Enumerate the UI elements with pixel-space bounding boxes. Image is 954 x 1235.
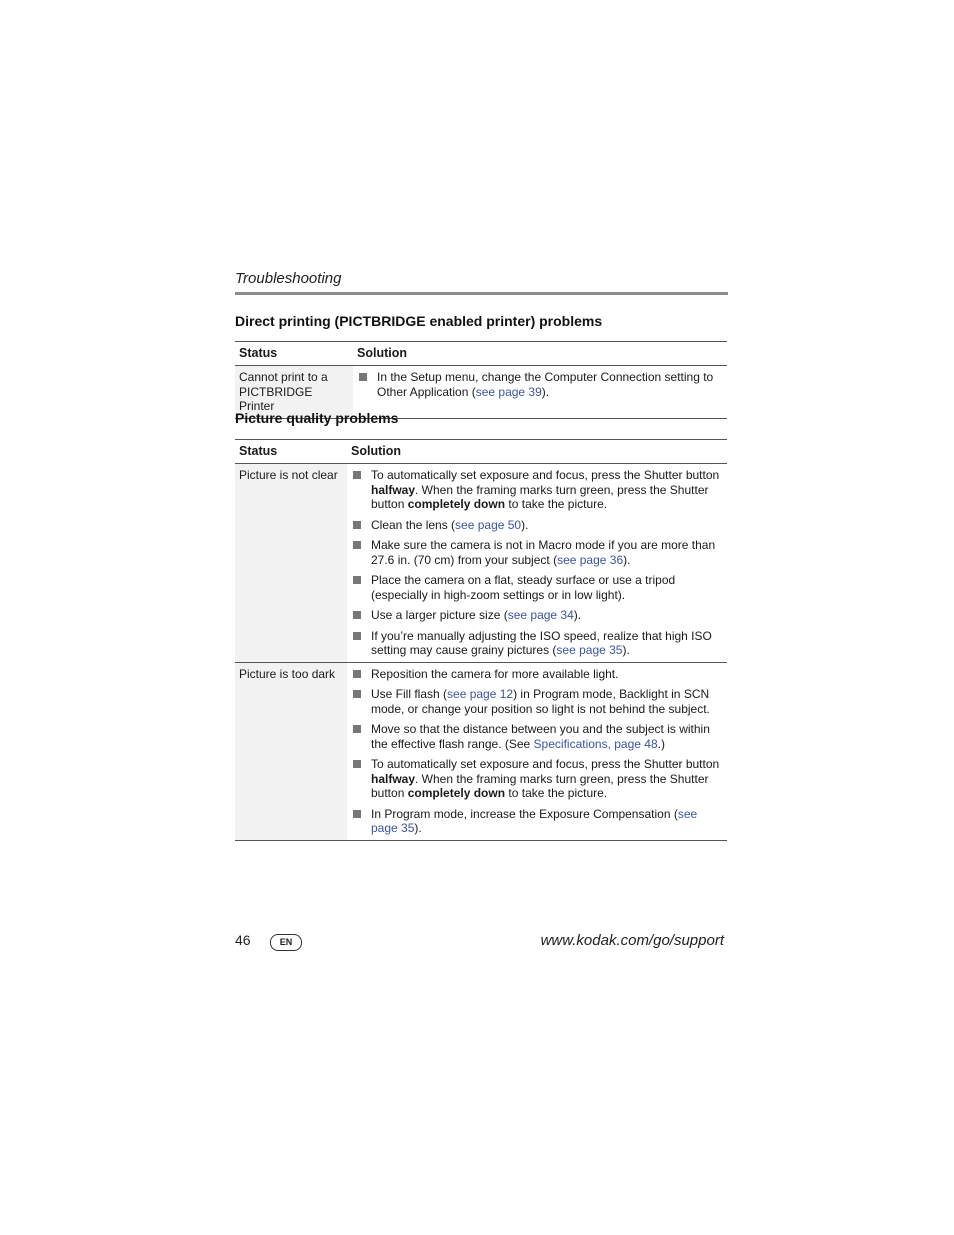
list-item: [351, 573, 723, 602]
support-url[interactable]: www.kodak.com/go/support: [540, 932, 724, 949]
list-item: [351, 518, 723, 533]
list-item: [351, 667, 723, 682]
body-text: Make sure the camera is not in Macro mode if you are more than 27.6 in. (70 cm) from your subject (: [371, 538, 716, 567]
list-item: [351, 722, 723, 751]
body-text: ) in Program mode, Backlight in SCN mode, or change your position so light is not behind the subject.: [371, 687, 710, 716]
list-item: [351, 629, 723, 658]
table-row: [235, 464, 727, 663]
emphasis-text: halfway: [371, 482, 416, 497]
solution-list: [351, 667, 723, 836]
list-item: [357, 370, 723, 399]
body-text: ).: [622, 643, 630, 657]
body-text: ).: [623, 552, 631, 567]
body-text: Use a larger picture size (: [371, 608, 508, 622]
emphasis-text: halfway: [371, 771, 416, 786]
list-item: [351, 468, 723, 512]
language-badge: EN: [270, 934, 302, 951]
square-bullet-icon: [353, 690, 361, 698]
solution-list: [357, 370, 723, 399]
body-text: Clean the lens (: [371, 517, 456, 532]
body-text: Reposition the camera for more available light.: [371, 666, 619, 681]
page-link[interactable]: Specifications, page 48: [533, 736, 658, 751]
list-item: [351, 687, 723, 716]
list-item: [351, 608, 723, 623]
page-link[interactable]: see page 50: [455, 517, 522, 532]
square-bullet-icon: [353, 611, 361, 619]
header-rule: [235, 292, 728, 295]
body-text: ).: [573, 608, 582, 622]
square-bullet-icon: [353, 725, 361, 733]
solution-cell: [347, 662, 727, 840]
body-text: Move so that the distance between you and the subject is within the effective flash range. (See: [371, 722, 710, 751]
square-bullet-icon: [353, 670, 361, 678]
list-item: [351, 807, 723, 836]
solution-cell: [347, 464, 727, 663]
page-link[interactable]: see page 34: [507, 608, 574, 622]
body-text: ).: [414, 821, 422, 835]
square-bullet-icon: [353, 471, 361, 479]
square-bullet-icon: [353, 632, 361, 640]
solution-list: [351, 468, 723, 658]
body-text: To automatically set exposure and focus, press the Shutter button: [371, 757, 720, 771]
page-number: 46: [235, 932, 251, 948]
running-head: Troubleshooting: [235, 270, 342, 287]
square-bullet-icon: [353, 810, 361, 818]
status-cell: Picture is not clear: [235, 464, 347, 663]
emphasis-text: completely down: [407, 497, 506, 511]
status-cell: Cannot print to a PICTBRIDGE Printer: [235, 366, 353, 419]
body-text: If you’re manually adjusting the ISO speed, realize that high ISO setting may cause grainy pictures (: [371, 628, 712, 657]
body-text: Use Fill flash (: [371, 687, 448, 701]
body-text: ).: [541, 384, 550, 399]
square-bullet-icon: [359, 373, 367, 381]
body-text: ).: [521, 517, 529, 532]
col-header-status: Status: [235, 440, 347, 464]
body-text: to take the picture.: [505, 786, 608, 800]
body-text: In Program mode, increase the Exposure Compensation (: [371, 806, 678, 821]
body-text: Place the camera on a flat, steady surface or use a tripod (especially in high-zoom settings or in low light).: [371, 573, 676, 602]
body-text: To automatically set exposure and focus, press the Shutter button: [371, 468, 720, 482]
square-bullet-icon: [353, 541, 361, 549]
table-row: [235, 662, 727, 840]
direct-printing-table: [235, 341, 727, 419]
section-title-picture-quality: Picture quality problems: [235, 410, 399, 426]
picture-quality-table: [235, 439, 727, 841]
col-header-solution: Solution: [353, 342, 727, 366]
page-link[interactable]: see page 35: [556, 643, 623, 657]
list-item: [351, 757, 723, 801]
body-text: . When the framing marks turn green, press the Shutter button: [371, 771, 709, 800]
body-text: . When the framing marks turn green, press the Shutter button: [371, 482, 709, 511]
section-title-direct-printing: Direct printing (PICTBRIDGE enabled printer) problems: [235, 313, 603, 329]
page-link[interactable]: see page 39: [475, 384, 542, 399]
page-link[interactable]: see page 36: [557, 552, 624, 567]
status-cell: Picture is too dark: [235, 662, 347, 840]
square-bullet-icon: [353, 760, 361, 768]
col-header-status: Status: [235, 342, 353, 366]
body-text: In the Setup menu, change the Computer Connection setting to Other Application (: [377, 370, 714, 399]
page-link[interactable]: see page 12: [447, 687, 514, 701]
body-text: .): [657, 736, 665, 751]
col-header-solution: Solution: [347, 440, 727, 464]
square-bullet-icon: [353, 521, 361, 529]
emphasis-text: completely down: [407, 786, 506, 800]
body-text: to take the picture.: [505, 497, 608, 511]
square-bullet-icon: [353, 576, 361, 584]
list-item: [351, 538, 723, 567]
solution-cell: [353, 366, 727, 419]
page-link[interactable]: see page 35: [371, 806, 698, 835]
